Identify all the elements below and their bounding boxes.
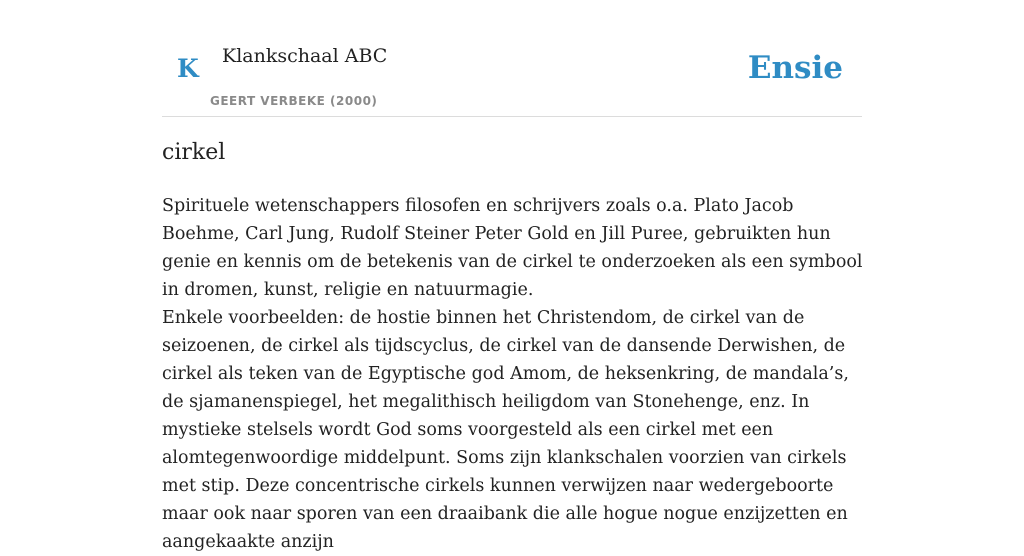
entry-title: cirkel <box>162 140 226 165</box>
brand-logo[interactable]: Ensie <box>747 50 843 86</box>
header <box>162 0 862 117</box>
entry-paragraph: Spirituele wetenschappers filosofen en schrijvers zoals o.a. Plato Jacob Boehme, Carl Jung, Rudolf Steiner Peter Gold en Jill Puree, gebruikten hun genie en kennis om de betekenis van de cirkel te onderzoeken als een symbool in dromen, kunst, religie en natuurmagie. <box>162 196 863 300</box>
entry-paragraph: Enkele voorbeelden: de hostie binnen het Christendom, de cirkel van de seizoenen, de cirkel als tijdscyclus, de cirkel van de dansende Derwishen, de cirkel als teken van de Egyptische god Amom, de heksenkring, de mandala’s, de sjamanenspiegel, het megalithisch heiligdom van Stonehenge, enz. In mystieke stelsels wordt God soms voorgesteld als een cirkel met een alomtegenwoordige middelpunt. Soms zijn klankschalen voorzien van cirkels met stip. Deze concentrische cirkels kunnen verwijzen naar wedergeboorte maar ook naar sporen van een draaibank die alle hogue nogue enzijzetten en aangekaakte anzijn <box>162 308 849 552</box>
work-title[interactable]: Klankschaal ABC <box>222 45 388 67</box>
work-logo[interactable]: K <box>177 54 199 83</box>
work-author: GEERT VERBEKE (2000) <box>210 94 378 108</box>
entry-body <box>162 192 872 556</box>
